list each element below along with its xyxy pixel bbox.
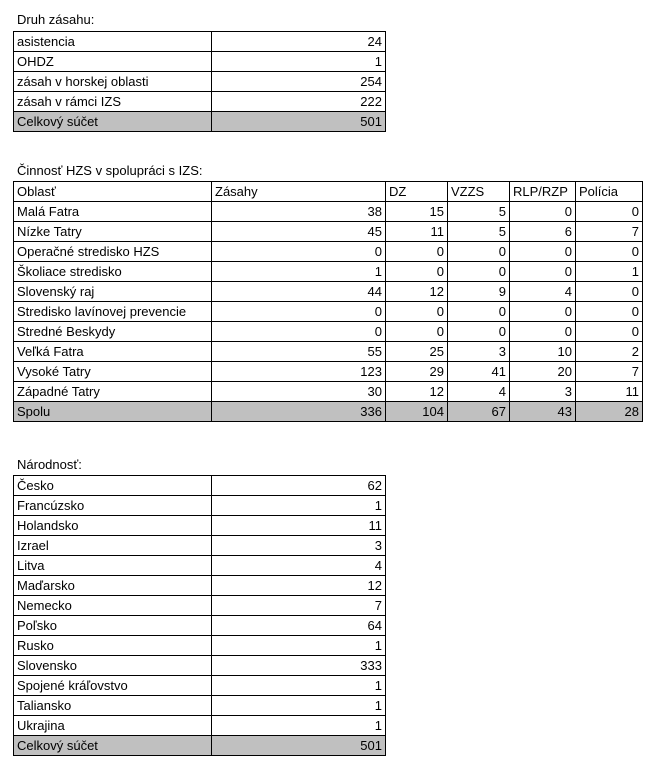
row-label: Západné Tatry	[14, 382, 212, 402]
table-row	[14, 322, 643, 342]
column-header: DZ	[386, 182, 448, 202]
row-value: 0	[212, 242, 386, 262]
row-label: Malá Fatra	[14, 202, 212, 222]
table-row	[14, 556, 386, 576]
row-value: 0	[576, 202, 643, 222]
row-value: 45	[212, 222, 386, 242]
row-value: 333	[212, 656, 386, 676]
row-label: Školiace stredisko	[14, 262, 212, 282]
row-value: 7	[576, 222, 643, 242]
column-header: VZZS	[448, 182, 510, 202]
row-value: 11	[386, 222, 448, 242]
section-title-druh-zasahu: Druh zásahu:	[17, 12, 95, 27]
table-row	[14, 636, 386, 656]
row-value: 4	[448, 382, 510, 402]
row-value: 0	[576, 322, 643, 342]
row-value: 0	[510, 262, 576, 282]
row-label: Česko	[14, 476, 212, 496]
row-value: 0	[510, 202, 576, 222]
row-label: Holandsko	[14, 516, 212, 536]
total-label: Celkový súčet	[14, 112, 212, 132]
total-value: 28	[576, 402, 643, 422]
table-row	[14, 362, 643, 382]
table-row	[14, 222, 643, 242]
row-value: 3	[448, 342, 510, 362]
table-row	[14, 72, 386, 92]
row-value: 9	[448, 282, 510, 302]
row-value: 0	[576, 302, 643, 322]
table-row	[14, 576, 386, 596]
table-row	[14, 496, 386, 516]
row-value: 1	[212, 52, 386, 72]
row-label: zásah v horskej oblasti	[14, 72, 212, 92]
row-label: Rusko	[14, 636, 212, 656]
table-row	[14, 342, 643, 362]
row-value: 6	[510, 222, 576, 242]
total-value: 67	[448, 402, 510, 422]
column-header: Polícia	[576, 182, 643, 202]
column-header: Zásahy	[212, 182, 386, 202]
row-value: 12	[386, 282, 448, 302]
table-row	[14, 302, 643, 322]
row-label: Izrael	[14, 536, 212, 556]
row-value: 20	[510, 362, 576, 382]
row-value: 7	[212, 596, 386, 616]
row-value: 0	[212, 302, 386, 322]
row-value: 0	[510, 322, 576, 342]
row-label: Stredné Beskydy	[14, 322, 212, 342]
row-value: 0	[448, 302, 510, 322]
row-label: zásah v rámci IZS	[14, 92, 212, 112]
row-label: OHDZ	[14, 52, 212, 72]
row-value: 1	[212, 636, 386, 656]
row-value: 1	[212, 262, 386, 282]
row-value: 4	[510, 282, 576, 302]
table-row	[14, 92, 386, 112]
row-value: 10	[510, 342, 576, 362]
table-row	[14, 32, 386, 52]
row-value: 3	[510, 382, 576, 402]
table-row	[14, 262, 643, 282]
row-value: 29	[386, 362, 448, 382]
column-header: RLP/RZP	[510, 182, 576, 202]
total-row	[14, 402, 643, 422]
table-row	[14, 476, 386, 496]
row-value: 0	[386, 262, 448, 282]
row-value: 1	[212, 696, 386, 716]
row-value: 7	[576, 362, 643, 382]
row-value: 24	[212, 32, 386, 52]
row-value: 5	[448, 202, 510, 222]
row-value: 12	[386, 382, 448, 402]
row-value: 2	[576, 342, 643, 362]
druh-zasahu-table-body	[14, 32, 386, 132]
total-value: 104	[386, 402, 448, 422]
header-row	[14, 182, 643, 202]
total-value: 501	[212, 736, 386, 756]
total-value: 501	[212, 112, 386, 132]
total-label: Spolu	[14, 402, 212, 422]
total-value: 336	[212, 402, 386, 422]
section-title-cinnost-hzs: Činnosť HZS v spolupráci s IZS:	[17, 163, 203, 178]
row-value: 44	[212, 282, 386, 302]
row-value: 1	[212, 496, 386, 516]
row-label: Ukrajina	[14, 716, 212, 736]
row-value: 254	[212, 72, 386, 92]
table-row	[14, 656, 386, 676]
row-label: Maďarsko	[14, 576, 212, 596]
table-row	[14, 52, 386, 72]
total-row	[14, 736, 386, 756]
cinnost-hzs-table	[13, 181, 643, 422]
section-title-narodnost: Národnosť:	[17, 457, 82, 472]
row-value: 11	[576, 382, 643, 402]
table-row	[14, 596, 386, 616]
row-value: 3	[212, 536, 386, 556]
row-value: 55	[212, 342, 386, 362]
row-label: Vysoké Tatry	[14, 362, 212, 382]
table-row	[14, 282, 643, 302]
row-label: Nemecko	[14, 596, 212, 616]
row-value: 0	[212, 322, 386, 342]
row-value: 0	[448, 262, 510, 282]
row-label: Stredisko lavínovej prevencie	[14, 302, 212, 322]
table-row	[14, 616, 386, 636]
row-label: Slovensko	[14, 656, 212, 676]
row-label: Operačné stredisko HZS	[14, 242, 212, 262]
row-value: 222	[212, 92, 386, 112]
row-value: 0	[386, 302, 448, 322]
row-value: 62	[212, 476, 386, 496]
row-value: 4	[212, 556, 386, 576]
druh-zasahu-table	[13, 31, 386, 132]
table-row	[14, 242, 643, 262]
cinnost-hzs-table-body	[14, 182, 643, 422]
row-value: 64	[212, 616, 386, 636]
row-value: 0	[448, 242, 510, 262]
row-label: Taliansko	[14, 696, 212, 716]
row-value: 0	[386, 322, 448, 342]
row-value: 41	[448, 362, 510, 382]
table-row	[14, 382, 643, 402]
row-label: Poľsko	[14, 616, 212, 636]
row-label: Francúzsko	[14, 496, 212, 516]
total-value: 43	[510, 402, 576, 422]
row-value: 1	[212, 716, 386, 736]
row-value: 0	[576, 242, 643, 262]
narodnost-table-body	[14, 476, 386, 756]
table-row	[14, 676, 386, 696]
row-value: 25	[386, 342, 448, 362]
narodnost-table	[13, 475, 386, 756]
row-label: asistencia	[14, 32, 212, 52]
row-label: Veľká Fatra	[14, 342, 212, 362]
row-label: Litva	[14, 556, 212, 576]
total-row	[14, 112, 386, 132]
row-value: 15	[386, 202, 448, 222]
row-value: 0	[510, 242, 576, 262]
row-value: 11	[212, 516, 386, 536]
table-row	[14, 716, 386, 736]
row-value: 0	[386, 242, 448, 262]
row-value: 1	[212, 676, 386, 696]
table-row	[14, 516, 386, 536]
column-header: Oblasť	[14, 182, 212, 202]
row-value: 38	[212, 202, 386, 222]
row-value: 0	[510, 302, 576, 322]
row-value: 1	[576, 262, 643, 282]
table-row	[14, 696, 386, 716]
table-row	[14, 202, 643, 222]
row-value: 30	[212, 382, 386, 402]
row-value: 0	[576, 282, 643, 302]
table-row	[14, 536, 386, 556]
row-value: 123	[212, 362, 386, 382]
row-value: 0	[448, 322, 510, 342]
total-label: Celkový súčet	[14, 736, 212, 756]
row-value: 5	[448, 222, 510, 242]
row-label: Spojené kráľovstvo	[14, 676, 212, 696]
row-label: Nízke Tatry	[14, 222, 212, 242]
row-value: 12	[212, 576, 386, 596]
row-label: Slovenský raj	[14, 282, 212, 302]
